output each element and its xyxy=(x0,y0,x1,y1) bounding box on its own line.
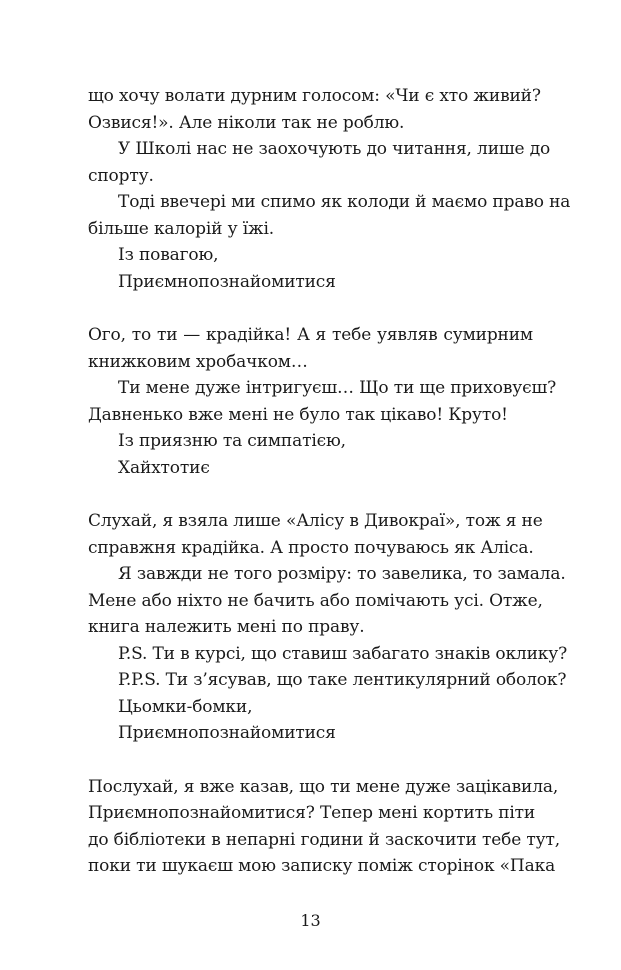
paragraph xyxy=(88,269,533,296)
text-line: Мене або ніхто не бачить або помічають усі. Отже, xyxy=(88,590,543,611)
paragraph xyxy=(88,720,533,747)
paragraph xyxy=(88,428,533,455)
paragraph xyxy=(88,641,568,668)
text-line: У Школі нас не заохочують до читання, лише до xyxy=(118,139,551,159)
letter-separator xyxy=(88,747,533,774)
text-line: Ти мене дуже інтригуєш… Що ти ще приховуєш? xyxy=(118,378,557,398)
paragraph xyxy=(88,189,571,242)
text-line: Із повагою, xyxy=(118,245,219,265)
text-line: Послухай, я вже казав, що ти мене дуже зацікавила, xyxy=(88,776,559,797)
text-line: Слухай, я взяла лише «Алісу в Дивокраї», тож я не xyxy=(88,511,543,531)
text-line: Цьомки-бомки, xyxy=(118,696,253,717)
text-line: більше калорій у їжі. xyxy=(88,218,275,239)
text-line: до бібліотеки в непарні години й заскочити тебе тут, xyxy=(88,829,561,850)
text-line: Давненько вже мені не було так цікаво! Круто! xyxy=(88,404,508,425)
text-line: Приємнопознайомитися? Тепер мені кортить піти xyxy=(88,803,536,823)
paragraph xyxy=(88,375,557,428)
text-line: що хочу волати дурним голосом: «Чи є хто живий? xyxy=(88,86,541,106)
paragraph xyxy=(88,508,543,561)
page-number: 13 xyxy=(300,911,321,930)
paragraph xyxy=(88,561,566,641)
letter-separator xyxy=(88,295,533,322)
paragraph xyxy=(88,136,551,189)
paragraph xyxy=(88,83,541,136)
body-text xyxy=(88,83,571,880)
letter-separator xyxy=(88,481,533,508)
text-line: Із приязню та симпатією, xyxy=(118,431,346,451)
paragraph xyxy=(88,242,533,269)
paragraph xyxy=(88,667,567,694)
text-line: Я завжди не того розміру: то завелика, то замала. xyxy=(118,564,566,584)
text-line: Тоді ввечері ми спимо як колоди й маємо право на xyxy=(118,192,571,212)
text-line: Озвися!». Але ніколи так не роблю. xyxy=(88,112,405,133)
text-line: поки ти шукаєш мою записку поміж сторінок «Пака xyxy=(88,856,556,876)
text-line: справжня крадійка. А просто почуваюсь як Аліса. xyxy=(88,537,534,558)
paragraph xyxy=(88,322,533,375)
text-line: книжковим хробачком… xyxy=(88,351,308,372)
text-line: P.S. Ти в курсі, що ставиш забагато знаків оклику? xyxy=(118,643,568,664)
text-line: спорту. xyxy=(88,165,154,186)
paragraph xyxy=(88,455,533,482)
text-line: Ого, то ти — крадійка! А я тебе уявляв сумирним xyxy=(88,325,533,345)
text-line: книга належить мені по праву. xyxy=(88,617,365,637)
paragraph xyxy=(88,774,561,880)
text-line: Приємнопознайомитися xyxy=(118,271,336,292)
text-line: Хайхтотиє xyxy=(118,457,210,478)
text-line: P.P.S. Ти з’ясував, що таке лентикулярний оболок? xyxy=(118,670,567,690)
text-line: Приємнопознайомитися xyxy=(118,723,336,743)
paragraph xyxy=(88,694,533,721)
